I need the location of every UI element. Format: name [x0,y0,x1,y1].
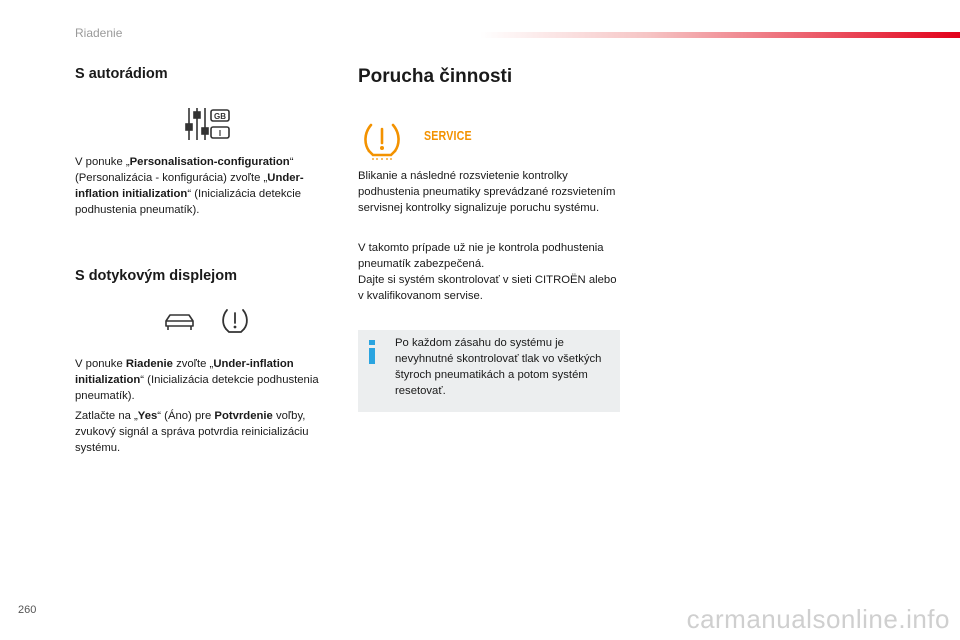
header-gradient-bar [480,32,960,38]
watermark: carmanualsonline.info [686,604,950,634]
radio-instructions: V ponuke „Personalisation-configuration“ (Personalizácia - konfigurácia) zvoľte „Under-inflation initialization“ (Inicializácia detekcie podhustenia pneumatík). [75,156,304,216]
malfunction-title: Porucha činnosti [358,66,513,87]
info-note-box [358,330,620,412]
service-warning-label: SERVICE [424,128,472,143]
radio-settings-icon [183,106,233,142]
info-icon [368,340,377,364]
touchscreen-instructions-1: V ponuke Riadenie zvoľte „Under-inflation initialization“ (Inicializácia detekcie podhustenia pneumatík). [75,358,319,402]
touchscreen-instructions-2: Zatlačte na „Yes“ (Áno) pre Potvrdenie voľby, zvukový signál a správa potvrdia reinicializáciu systému. [75,410,309,454]
section-header: Riadenie [75,26,123,40]
info-note-text: Po každom zásahu do systému je nevyhnutné skontrolovať tlak vo všetkých štyroch pneumatikách a potom systém resetovať. [395,337,602,397]
malfunction-action: Dajte si systém skontrolovať v sieti CITROËN alebo v kvalifikovanom servise. [358,274,617,302]
svg-text:GB: GB [214,112,226,121]
touchscreen-section-title: S dotykovým displejom [75,268,237,284]
car-icon [163,308,197,336]
page-number: 260 [18,604,37,616]
tire-pressure-icon [221,306,249,336]
tire-warning-icon [362,120,402,160]
svg-text:I: I [218,129,222,138]
malfunction-consequence: V takomto prípade už nie je kontrola podhustenia pneumatík zabezpečená. [358,242,604,270]
malfunction-description: Blikanie a následné rozsvietenie kontrolky podhustenia pneumatiky sprevádzané rozsvietením servisnej kontrolky signalizuje poruchu systému. [358,170,616,214]
radio-section-title: S autorádiom [75,66,168,82]
